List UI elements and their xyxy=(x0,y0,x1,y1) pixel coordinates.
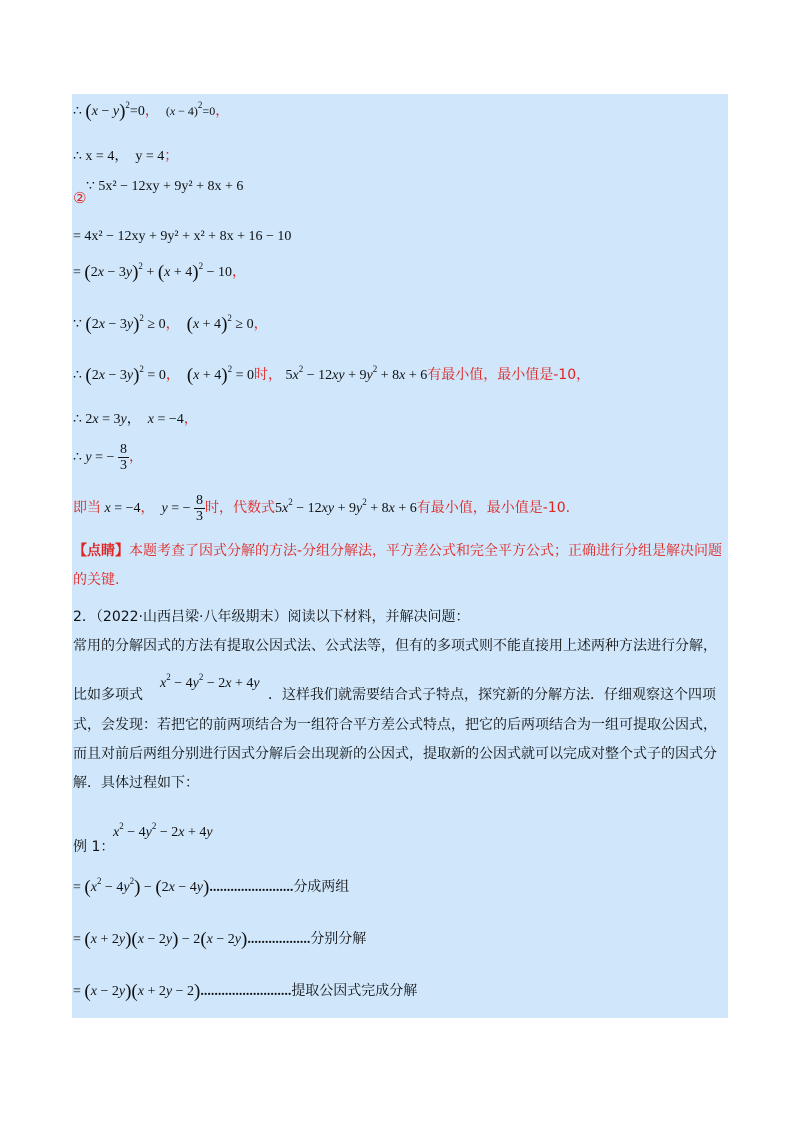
example-1-label: 例 1： xyxy=(73,839,115,855)
solution-line-1: ∴ $(x - y)^2=0$， $(x - 4)^2=0$， xyxy=(73,100,230,122)
problem-2-para-2-tail: ．这样我们就需要结合式子特点，探究新的分解方法．仔细观察这个四项 xyxy=(268,687,716,703)
problem-2-para-3: 式，会发现：若把它的前两项结合为一组符合平方差公式特点，把它的后两项结合为一组可提取公因式， xyxy=(73,717,717,733)
solution-part-2-expression: ∵ 5x² − 12xy + 9y² + 8x + 6 xyxy=(86,179,244,194)
solution-conclusion: 即当 x = −4， y = − $\frac{8}{3}$ 时，代数式$5x^2 - 12xy + 9y^2 + 8x + 6$有最小值，最小值是-10. xyxy=(73,493,571,525)
example-polynomial: $x^2 - 4y^2 - 2x + 4y$ xyxy=(160,672,260,691)
solution-line-5: = $(2x - 3y)^2 + (x + 4)^2 - 10$， xyxy=(73,261,246,283)
example-1-expression: $x^2 - 4y^2 - 2x + 4y$ xyxy=(113,821,213,840)
commentary-text: 本题考查了因式分解的方法-分组分解法，平方差公式和完全平方公式；正确进行分组是解决问题的关键. xyxy=(73,543,723,588)
solution-line-8: ∴ 2x = 3y， x = −4， xyxy=(73,412,198,427)
example-step-1: = $(x^2 - 4y^2) - (2x - 4y)$........................分成两组 xyxy=(73,876,350,898)
problem-2-para-1: 常用的分解因式的方法有提取公因式法、公式法等，但有的多项式则不能直接用上述两种方法进行分解， xyxy=(73,638,717,654)
part-2-marker: ② xyxy=(73,189,87,207)
solution-line-7: ∴ $(2x - 3y)^2 = 0$， $(x + 4)^2 = 0$时， $5x^2 - 12xy + 9y^2 + 8x + 6$有最小值，最小值是-10， xyxy=(73,364,591,386)
example-step-2: = (x + 2y)(x − 2y) − 2(x − 2y)..................分别分解 xyxy=(73,929,367,950)
problem-2-para-4: 而且对前后两组分别进行因式分解后会出现新的公因式，提取新的公因式就可以完成对整个式子的因式分 xyxy=(73,746,717,762)
problem-2-para-5: 解．具体过程如下： xyxy=(73,775,199,791)
solution-line-4: = 4x² − 12xy + 9y² + x² + 8x + 16 − 10 xyxy=(73,229,292,244)
commentary-tag: 【点睛】 xyxy=(73,543,129,559)
problem-2-para-2-lead: 比如多项式 xyxy=(73,687,143,703)
solution-line-9: ∴ y = − $\frac{8}{3}$ ， xyxy=(73,442,143,474)
example-step-3: = (x − 2y)(x + 2y − 2)..........................提取公因式完成分解 xyxy=(73,981,418,1002)
solution-line-6: ∵ $(2x - 3y)^2 \ge 0$， $(x + 4)^2 \ge 0$， xyxy=(73,313,268,335)
solution-line-2: ∴ x = 4， y = 4； xyxy=(73,149,179,164)
commentary xyxy=(73,537,728,595)
problem-2-header: 2．（2022·山西吕梁·八年级期末）阅读以下材料，并解决问题： xyxy=(73,609,470,625)
